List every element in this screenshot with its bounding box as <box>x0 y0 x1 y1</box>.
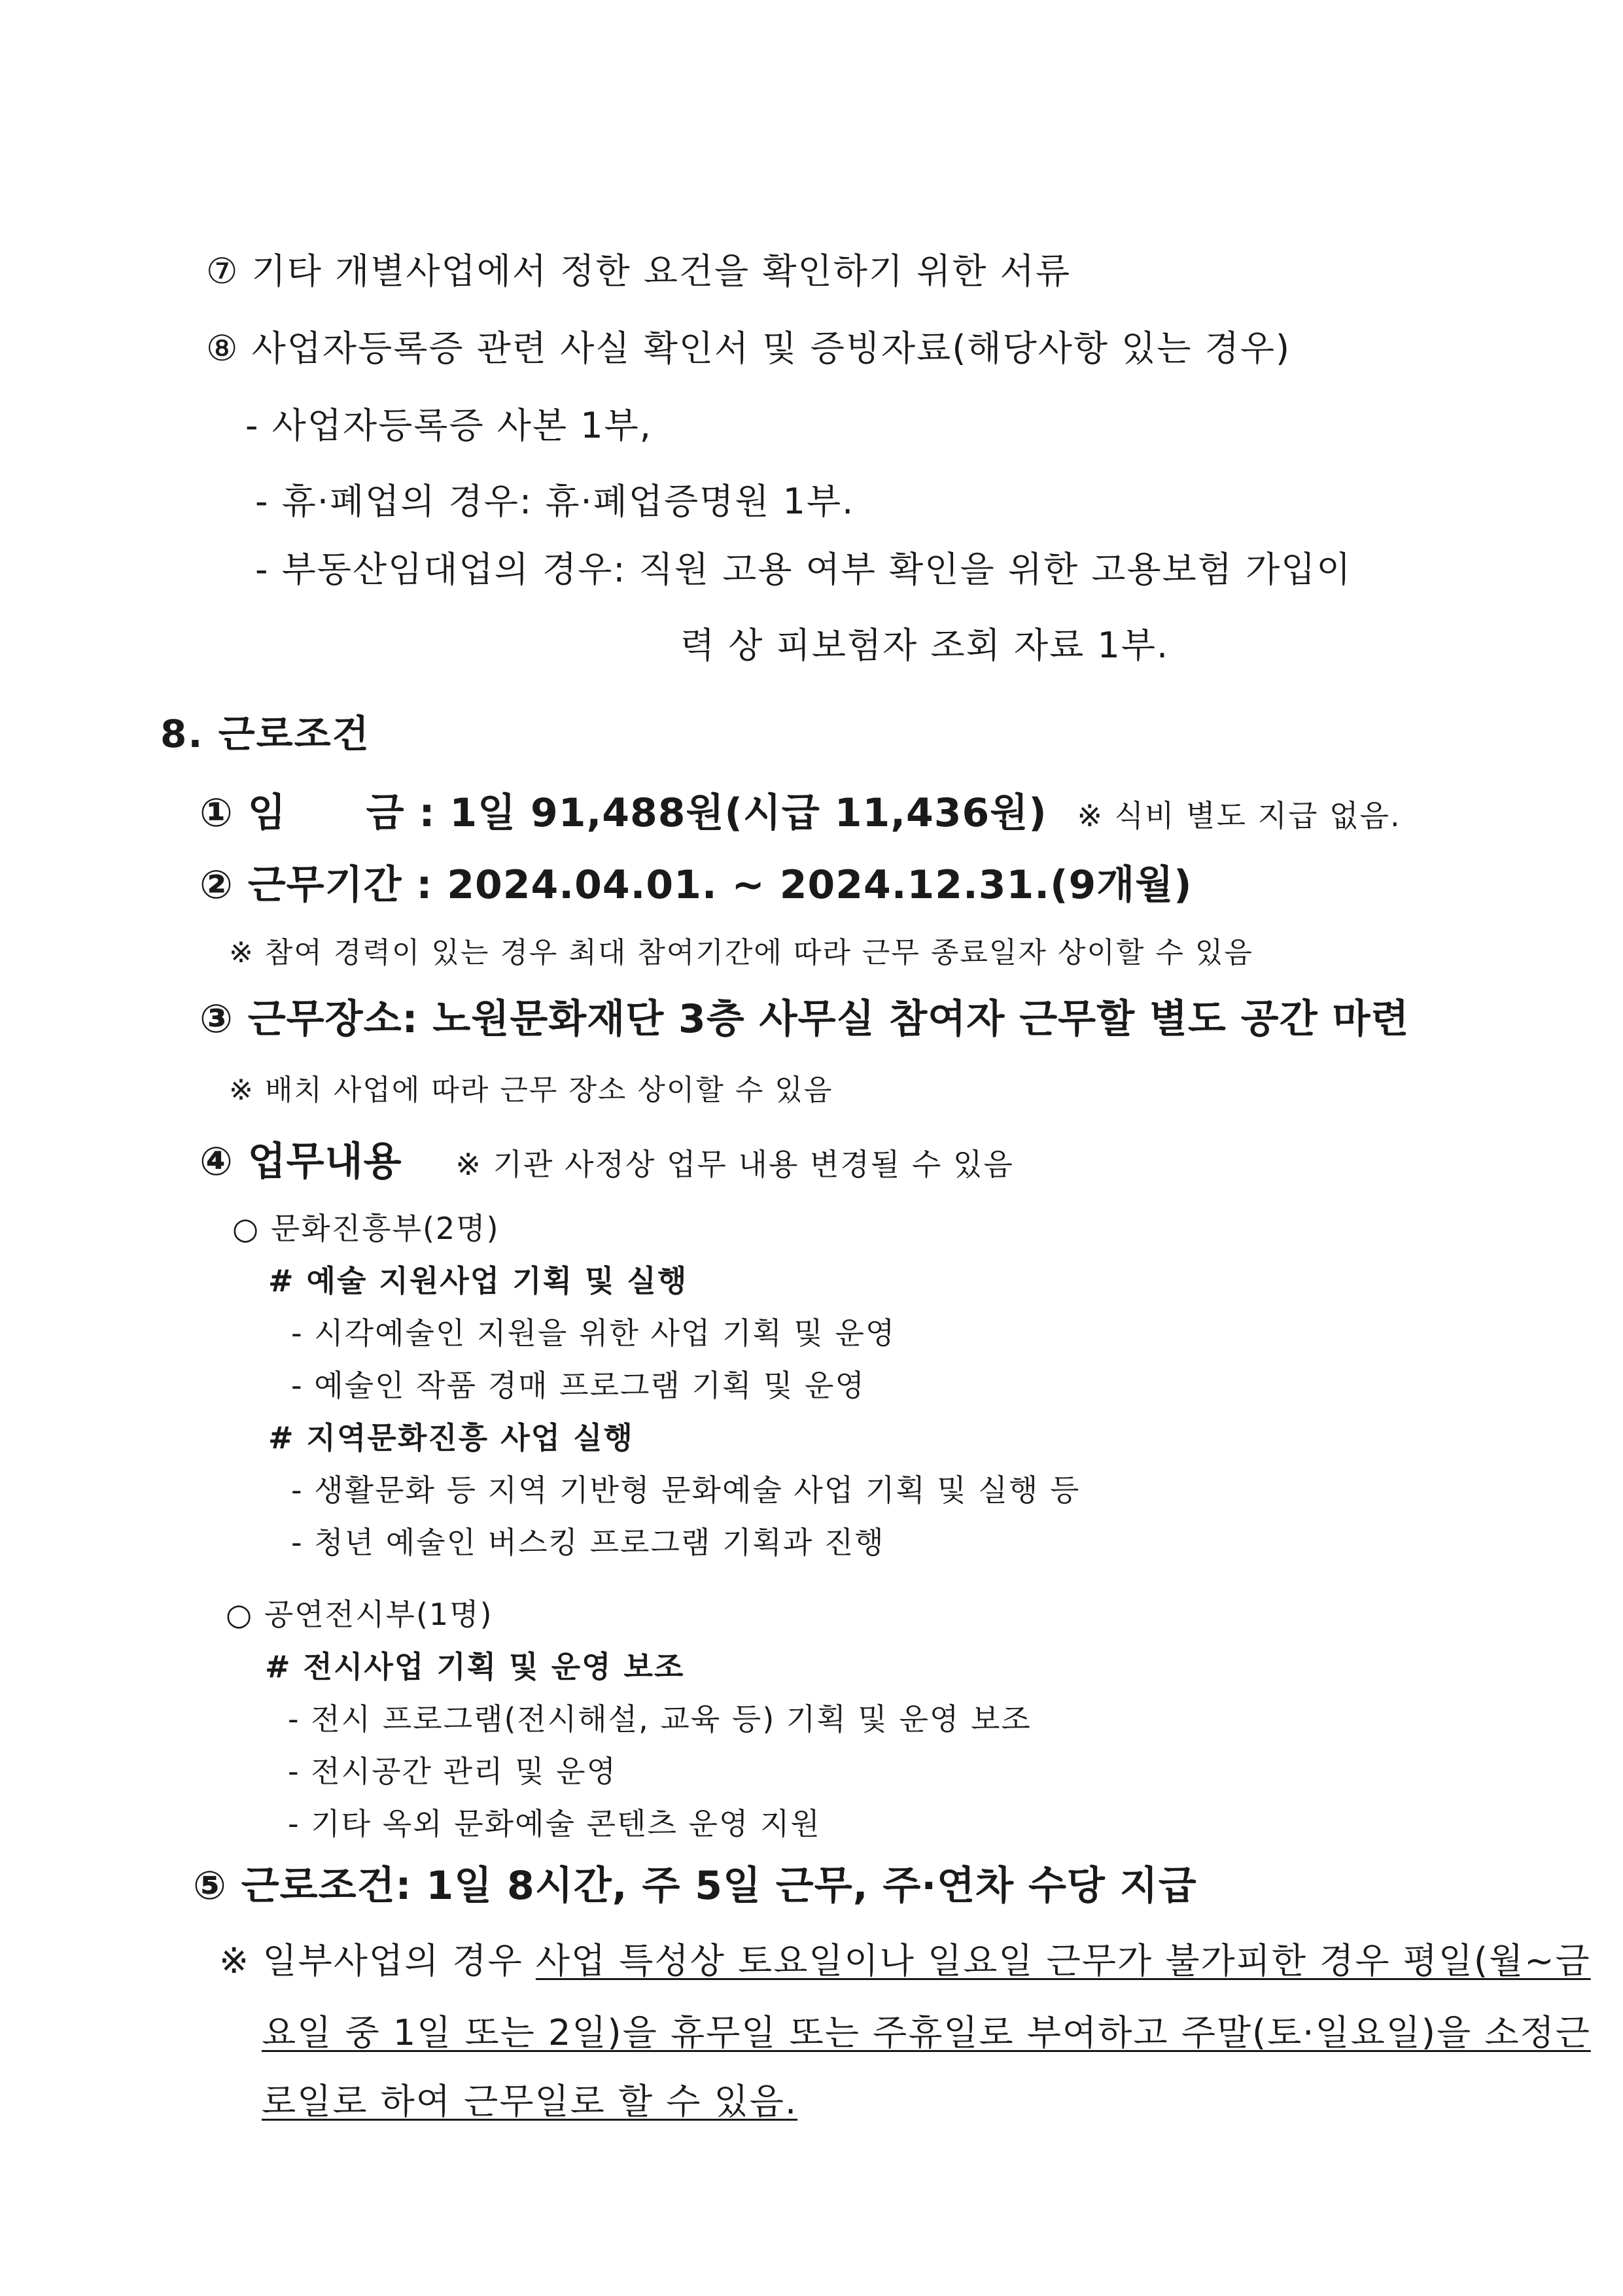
doc-sub-item-1: - 사업자등록증 사본 1부, <box>245 405 652 446</box>
list-item: - 청년 예술인 버스킹 프로그램 기획과 진행 <box>291 1525 885 1560</box>
conditions-note-underlined-1: 사업 특성상 토요일이나 일요일 근무가 불가피한 경우 평일(월~금 <box>535 1940 1591 1981</box>
list-item: - 시각예술인 지원을 위한 사업 기획 및 운영 <box>291 1315 896 1351</box>
wage-note: ※ 식비 별도 지급 없음. <box>1077 798 1401 833</box>
list-item: - 전시 프로그램(전시해설, 교육 등) 기획 및 운영 보조 <box>288 1701 1032 1737</box>
list-item: - 기타 옥외 문화예술 콘텐츠 운영 지원 <box>288 1806 821 1841</box>
work-conditions: ⑤ 근로조건: 1일 8시간, 주 5일 근무, 주·연차 수당 지급 <box>193 1863 1197 1909</box>
conditions-note-line-2 <box>262 2005 1591 2055</box>
work-period-note: ※ 참여 경력이 있는 경우 최대 참여기간에 따라 근무 종료일자 상이할 수 있음 <box>229 936 1253 969</box>
dept1-group-arts-support: # 예술 지원사업 기획 및 실행 <box>268 1263 688 1298</box>
section-title: 8. 근로조건 <box>160 712 370 756</box>
doc-item-8: ⑧ 사업자등록증 관련 사실 확인서 및 증빙자료(해당사항 있는 경우) <box>206 328 1291 369</box>
duties-note: ※ 기관 사정상 업무 내용 변경될 수 있음 <box>455 1147 1014 1182</box>
doc-sub-item-3-continued: 력 상 피보험자 조회 자료 1부. <box>680 625 1170 666</box>
conditions-note-prefix: ※ 일부사업의 경우 <box>219 1940 536 1981</box>
duties-line <box>200 1130 1014 1187</box>
dept2-group-exhibition: # 전시사업 기획 및 운영 보조 <box>265 1649 685 1684</box>
work-period: ② 근무기간 : 2024.04.01. ~ 2024.12.31.(9개월) <box>200 862 1193 908</box>
work-place-note: ※ 배치 사업에 따라 근무 장소 상이할 수 있음 <box>229 1073 833 1107</box>
work-place: ③ 근무장소: 노원문화재단 3층 사무실 참여자 근무할 별도 공간 마련 <box>200 996 1410 1042</box>
conditions-note-underlined-2: 요일 중 1일 또는 2일)을 휴무일 또는 주휴일로 부여하고 주말(토·일요일)을 소정근 <box>262 2012 1591 2053</box>
conditions-note-line-1 <box>219 1933 1591 1983</box>
duties-label: ④ 업무내용 <box>200 1139 402 1185</box>
list-item: - 생활문화 등 지역 기반형 문화예술 사업 기획 및 실행 등 <box>291 1472 1081 1508</box>
dept1-group-local-culture: # 지역문화진흥 사업 실행 <box>268 1420 634 1455</box>
conditions-note-line-3 <box>262 2074 797 2124</box>
dept-performance-exhibition: ○ 공연전시부(1명) <box>226 1597 493 1632</box>
doc-item-7: ⑦ 기타 개별사업에서 정한 요건을 확인하기 위한 서류 <box>206 251 1072 292</box>
dept-culture-promotion: ○ 문화진흥부(2명) <box>232 1211 500 1246</box>
wage-label: ① 임 금 : 1일 91,488원(시급 11,436원) <box>200 790 1047 836</box>
doc-sub-item-2: - 휴·폐업의 경우: 휴·폐업증명원 1부. <box>255 481 855 522</box>
conditions-note-underlined-3: 로일로 하여 근무일로 할 수 있음. <box>262 2081 798 2122</box>
list-item: - 전시공간 관리 및 운영 <box>288 1754 618 1789</box>
wage-line <box>200 782 1401 838</box>
list-item: - 예술인 작품 경매 프로그램 기획 및 운영 <box>291 1368 865 1403</box>
doc-sub-item-3: - 부동산임대업의 경우: 직원 고용 여부 확인을 위한 고용보험 가입이 <box>255 549 1352 590</box>
